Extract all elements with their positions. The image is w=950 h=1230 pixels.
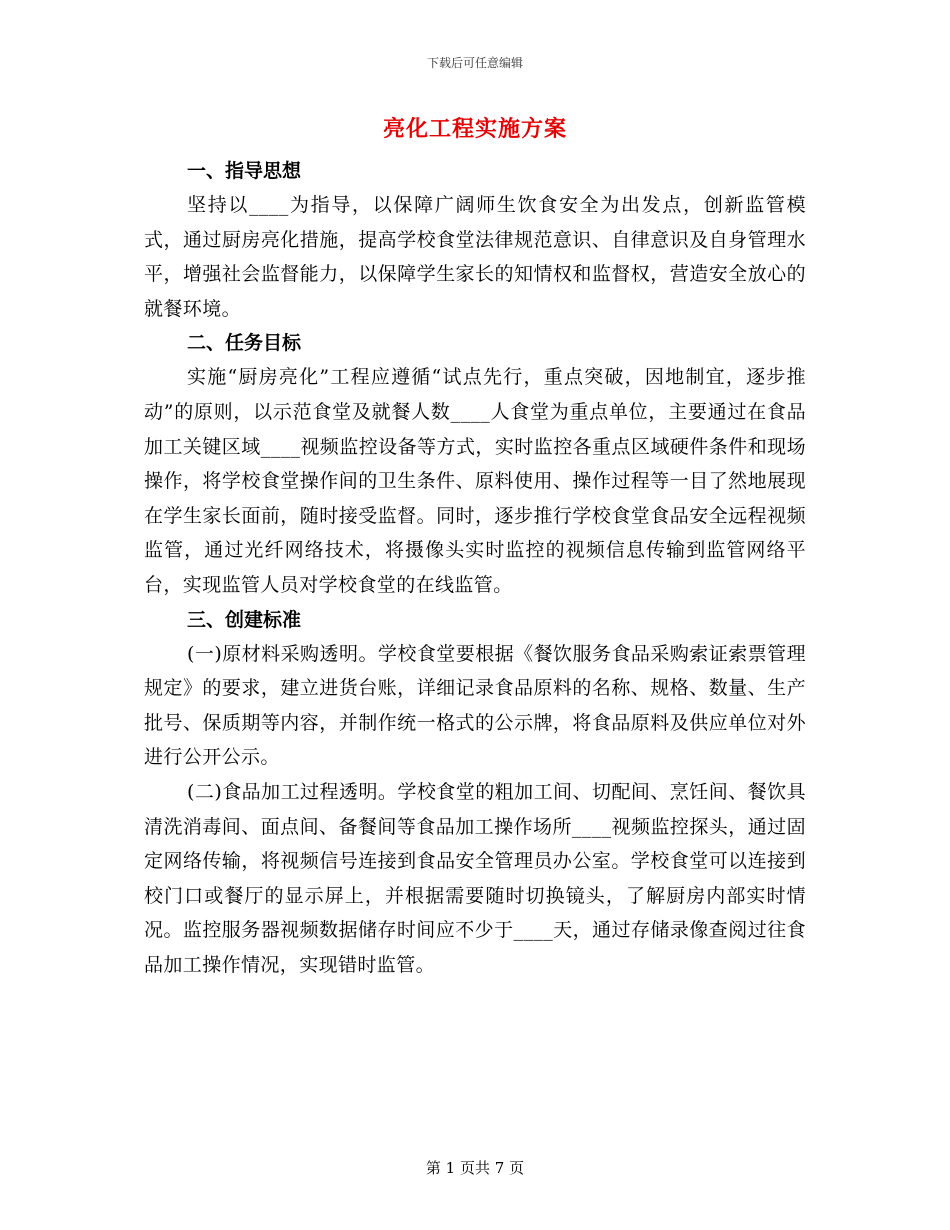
page-indicator: 第 1 页共 7 页 (425, 1159, 525, 1177)
section-heading: 一、指导思想 (187, 160, 302, 182)
section-task-goals (144, 326, 806, 602)
section-heading: 三、创建标准 (187, 608, 302, 631)
section-guiding-ideology (144, 154, 806, 326)
header-note: 下载后可任意编辑 (426, 56, 523, 70)
paragraph: (一)原材料采购透明。学校食堂要根据《餐饮服务食品采购索证索票管理规定》的要求，建立进货台账，详细记录食品原料的名称、规格、数量、生产批号、保质期等内容，并制作统一格式的公示牌，将食品原料及供应单位对外进行公开公示。 (144, 642, 806, 769)
document-title: 亮化工程实施方案 (382, 116, 567, 142)
section-standards (144, 603, 806, 983)
document-body (144, 154, 806, 982)
paragraph: 坚持以____为指导，以保障广阔师生饮食安全为出发点，创新监管模式，通过厨房亮化措施，提高学校食堂法律规范意识、自律意识及自身管理水平，增强社会监督能力，以保障学生家长的知情权和监督权，营造安全放心的就餐环境。 (144, 194, 806, 320)
paragraph: 实施“厨房亮化”工程应遵循“试点先行，重点突破，因地制宜，逐步推动”的原则，以示范食堂及就餐人数____人食堂为重点单位，主要通过在食品加工关键区域____视频监控设备等方式，实时监控各重点区域硬件条件和现场操作，将学校食堂操作间的卫生条件、原料使用、操作过程等一目了然地展现在学生家长面前，随时接受监督。同时，逐步推行学校食堂食品安全远程视频监管，通过光纤网络技术，将摄像头实时监控的视频信息传输到监管网络平台，实现监管人员对学校食堂的在线监管。 (144, 366, 806, 596)
section-heading: 二、任务目标 (187, 332, 302, 355)
paragraph: (二)食品加工过程透明。学校食堂的粗加工间、切配间、烹饪间、餐饮具清洗消毒间、面点间、备餐间等食品加工操作场所____视频监控探头，通过固定网络传输，将视频信号连接到食品安全管理员办公室。学校食堂可以连接到校门口或餐厅的显示屏上，并根据需要随时切换镜头，了解厨房内部实时情况。监控服务器视频数据储存时间应不少于____天，通过存储录像查阅过往食品加工操作情况，实现错时监管。 (144, 780, 806, 976)
